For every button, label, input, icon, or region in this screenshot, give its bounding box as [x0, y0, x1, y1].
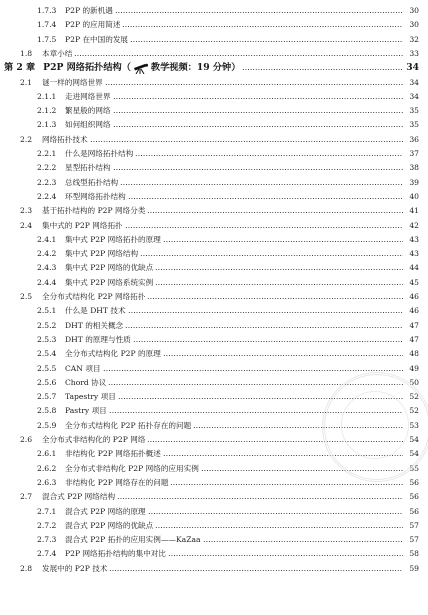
toc-entry-title [57, 190, 126, 204]
toc-entry-page: 50 [409, 377, 419, 387]
toc-entry-number: 2.6.3 [37, 477, 57, 487]
toc-entry-title [57, 276, 153, 290]
toc-entry [0, 47, 428, 61]
toc-entry-number: 2.1.2 [37, 106, 57, 116]
toc-entry-title [36, 76, 103, 90]
toc-entry-title [57, 533, 201, 547]
toc-entry [0, 33, 428, 47]
toc-entry-page: 37 [409, 149, 419, 158]
toc-entry-page: 59 [409, 563, 419, 573]
toc-entry-page: 35 [409, 106, 419, 116]
toc-entry [0, 190, 428, 204]
toc-entry-number: 2.6.2 [37, 463, 57, 473]
toc-entry [0, 290, 428, 304]
chapter-video-text: 教学视频：19 分钟 [150, 62, 232, 74]
toc-entry-title-text: 走进网络世界 [65, 91, 111, 101]
toc-entry-title-text: 全分布式非结构化 P2P 网络的应用实例 [65, 463, 199, 473]
toc-entry-page: 52 [409, 406, 419, 416]
toc-entry-number: 2.7 [20, 492, 33, 502]
toc-entry-title-text: CAN 项目 [65, 363, 101, 373]
toc-entry-number: 2.3 [20, 206, 33, 216]
toc-entry-number: 2.4.3 [37, 263, 57, 273]
toc-entry-number: 2.2.3 [37, 177, 57, 187]
toc-entry-number: 2.5.4 [37, 349, 57, 359]
toc-entry-title [57, 261, 153, 275]
toc-entry-number: 2.5 [20, 292, 33, 301]
toc-entry-title-text: 集中式 P2P 网络的优缺点 [65, 263, 154, 273]
toc-entry-number: 2.5.5 [37, 363, 57, 373]
toc-entry-title [36, 562, 107, 576]
toc-entry [0, 104, 428, 118]
toc-entry-title-text: 如何组织网络 [65, 120, 111, 130]
toc-entry-title-text: 混合式 P2P 网络的优缺点 [65, 520, 154, 530]
toc-entry-page: 38 [409, 163, 419, 173]
telescope-icon [133, 63, 149, 74]
dot-leader [113, 98, 403, 99]
toc-entry-page: 42 [409, 220, 419, 230]
toc-entry-title [36, 47, 72, 61]
toc-entry-page: 58 [409, 549, 419, 559]
dot-leader [90, 141, 403, 142]
toc-entry-page: 56 [409, 477, 419, 487]
toc-entry-title-text: 网络拓扑技术 [42, 134, 88, 144]
toc-entry-page: 36 [409, 134, 419, 144]
dot-leader [135, 155, 403, 156]
toc-entry-number: 2.1 [20, 77, 33, 87]
dot-leader [155, 284, 403, 285]
toc-entry-page: 33 [409, 48, 419, 58]
toc-entry-title [57, 233, 161, 247]
toc-entry-page: 35 [409, 120, 419, 130]
toc-entry-title [57, 147, 133, 161]
toc-entry-page: 47 [409, 320, 419, 330]
toc-entry-number: 2.1.1 [37, 91, 57, 101]
dot-leader [113, 112, 403, 113]
toc-entry-number: 2.4.4 [37, 277, 57, 287]
toc-entry-number: 2.1.3 [37, 120, 57, 130]
toc-entry [0, 333, 428, 347]
toc-entry-title-text: 集中式 P2P 网络系统实例 [65, 277, 154, 287]
toc-entry [0, 147, 428, 161]
dot-leader [242, 69, 403, 70]
toc-entry-number: 2.5.9 [37, 420, 57, 430]
toc-entry-page: 56 [409, 506, 419, 516]
toc-entry-title-text: 全分布式非结构化的 P2P 网络 [42, 435, 146, 444]
toc-entry-title [57, 247, 138, 261]
toc-entry-title-text: 混合式 P2P 网络的原理 [65, 506, 146, 516]
toc-entry-page: 55 [409, 463, 419, 473]
toc-entry [0, 76, 428, 90]
watermark-stamp-inner [341, 391, 409, 459]
toc-entry-title [57, 18, 120, 32]
toc-entry-number: 2.6.1 [37, 449, 57, 459]
dot-leader [147, 212, 403, 213]
toc-entry-title [57, 319, 123, 333]
toc-entry-number: 2.4 [20, 220, 33, 230]
toc-entry [0, 490, 428, 504]
toc-entry-page: 32 [409, 34, 419, 44]
toc-entry-page: 34 [409, 77, 419, 87]
dot-leader [203, 541, 403, 542]
dot-leader [125, 227, 403, 228]
toc-entry [0, 562, 428, 576]
toc-entry-title-text: Tapestry 项目 [65, 392, 116, 402]
toc-entry [0, 133, 428, 147]
toc-entry [0, 547, 428, 561]
toc-entry-title-text: 混合式 P2P 网络结构 [42, 492, 116, 502]
toc-entry-page: 54 [409, 435, 419, 444]
toc-entry [0, 233, 428, 247]
toc-entry-page: 56 [409, 492, 419, 502]
toc-entry [0, 161, 428, 175]
toc-entry-page: 46 [409, 292, 419, 301]
toc-entry-title [57, 462, 199, 476]
toc-entry-title-text: 发展中的 P2P 技术 [42, 563, 108, 573]
dot-leader [155, 527, 403, 528]
toc-entry-page: 30 [409, 20, 419, 30]
toc-entry-number: 2.6 [20, 435, 33, 444]
toc-entry-title-text: 总线型拓扑结构 [65, 177, 119, 187]
toc-entry-title [57, 333, 131, 347]
toc-entry-page: 34 [409, 91, 419, 101]
dot-leader [103, 370, 403, 371]
dot-leader [128, 198, 403, 199]
toc-entry [0, 18, 428, 32]
toc-entry-page: 30 [409, 6, 419, 15]
toc-entry-number: 1.7.3 [37, 6, 57, 15]
toc-entry-page: 45 [409, 277, 419, 287]
toc-entry-title-text: P2P 的新机遇 [65, 6, 113, 15]
toc-entry-title-text: 谜一样的网络世界 [42, 77, 103, 87]
dot-leader [155, 269, 403, 270]
toc-entry [0, 219, 428, 233]
toc-entry-page: 52 [409, 392, 419, 402]
toc-entry-number: 1.7.5 [37, 34, 57, 44]
dot-leader [140, 255, 403, 256]
dot-leader [133, 341, 403, 342]
toc-entry-title [57, 347, 161, 361]
dot-leader [168, 555, 403, 556]
toc-entry-title-text: 集中式的 P2P 网络拓扑 [42, 220, 123, 230]
toc-entry-title-text: 全分布式结构化 P2P 网络拓扑 [42, 292, 146, 301]
toc-entry-title-text: 本章小结 [42, 48, 73, 58]
dot-leader [163, 355, 403, 356]
dot-leader [115, 12, 403, 13]
dot-leader [148, 513, 403, 514]
dot-leader [109, 570, 403, 571]
toc-entry-title [36, 290, 145, 304]
toc-entry-title-text: 集中式 P2P 网络拓扑的原理 [65, 234, 161, 244]
toc-entry-page: 34 [406, 62, 419, 74]
dot-leader [113, 126, 403, 127]
dot-leader [163, 241, 403, 242]
toc-entry-title [57, 4, 113, 18]
toc-entry-page: 41 [409, 206, 419, 216]
toc-entry-title-text: P2P 网络拓扑结构的集中对比 [65, 549, 166, 559]
toc-entry-number: 2.5.6 [37, 377, 57, 387]
dot-leader [120, 184, 403, 185]
toc-entry-number: 2.5.1 [37, 306, 57, 316]
toc-entry-page: 39 [409, 177, 419, 187]
toc-entry-number: 2.8 [20, 563, 33, 573]
dot-leader [122, 26, 403, 27]
toc-entry-title-text: 集中式 P2P 网络结构 [65, 249, 139, 259]
toc-entry-title [57, 476, 168, 490]
toc-entry-title-text: 全分布式结构化 P2P 的原理 [65, 349, 161, 359]
toc-entry [0, 261, 428, 275]
toc-entry-title [57, 519, 153, 533]
toc-entry-title-text: 基于拓扑结构的 P2P 网络分类 [42, 206, 146, 216]
dot-leader [105, 84, 403, 85]
dot-leader [113, 169, 403, 170]
toc-entry-page: 54 [409, 449, 419, 459]
toc-entry-number: 2.5.2 [37, 320, 57, 330]
toc-entry-number: 2.7.4 [37, 549, 57, 559]
dot-leader [117, 498, 403, 499]
toc-entry-page: 43 [409, 249, 419, 259]
toc-entry-title [57, 104, 111, 118]
toc-entry-title-text: DHT 的相关概念 [65, 320, 124, 330]
toc-entry-title-text: 非结构化 P2P 网络拓扑概述 [65, 449, 161, 459]
toc-entry-title [57, 447, 161, 461]
toc-entry [0, 176, 428, 190]
toc-entry-title [57, 547, 166, 561]
dot-leader [130, 41, 403, 42]
toc-entry-title [57, 505, 146, 519]
toc-entry-number: 2.5.8 [37, 406, 57, 416]
toc-entry-title [35, 61, 240, 75]
toc-entry-title-text: 繁星般的网络 [65, 106, 111, 116]
toc-entry-page: 49 [409, 363, 419, 373]
toc-entry-title [57, 419, 191, 433]
toc-entry-number: 2.4.2 [37, 249, 57, 259]
toc-entry-title [57, 304, 126, 318]
toc-entry-page: 48 [409, 349, 419, 359]
toc-entry-title [36, 490, 115, 504]
toc-entry-page: 53 [409, 420, 419, 430]
toc-entry-title-text: Pastry 项目 [65, 406, 107, 416]
toc-entry-number: 2.4.1 [37, 234, 57, 244]
toc-entry-page: 46 [409, 306, 419, 316]
toc-entry-title-text: 混合式 P2P 拓扑的应用实例——KaZaa [65, 535, 201, 545]
toc-entry [0, 118, 428, 132]
toc-entry [0, 61, 428, 75]
chapter-video-note: （ 教学视频：19 分钟 ） [121, 62, 241, 74]
toc-entry-number: 1.8 [20, 48, 33, 58]
toc-entry [0, 4, 428, 18]
toc-entry-title-text: 非结构化 P2P 网络存在的问题 [65, 477, 169, 487]
toc-entry-number: 2.2.2 [37, 163, 57, 173]
toc-entry-title [57, 362, 101, 376]
dot-leader [147, 298, 403, 299]
toc-entry [0, 247, 428, 261]
toc-entry [0, 519, 428, 533]
watermark-stamp [322, 372, 428, 482]
toc-entry-title [57, 376, 106, 390]
toc-entry-title-text: DHT 的原理与性质 [65, 334, 131, 344]
toc-entry-number: 2.2 [20, 134, 33, 144]
toc-entry-title-text: P2P 网络拓扑结构 [43, 62, 122, 74]
toc-entry-page: 47 [409, 334, 419, 344]
toc-entry-title [57, 90, 111, 104]
toc-entry [0, 505, 428, 519]
toc-entry [0, 204, 428, 218]
toc-entry-title [57, 33, 128, 47]
toc-entry-title-text: 什么是 DHT 技术 [65, 306, 126, 316]
toc-entry-title [36, 204, 145, 218]
toc-entry-number: 第 2 章 [4, 62, 36, 74]
toc-entry [0, 319, 428, 333]
toc-entry-title-text: 什么是网络拓扑结构 [65, 149, 134, 158]
toc-entry-title-text: P2P 的应用简述 [65, 20, 121, 30]
toc-entry-number: 1.7.4 [37, 20, 57, 30]
toc-entry [0, 347, 428, 361]
dot-leader [170, 484, 403, 485]
toc-entry-title [36, 219, 123, 233]
toc-entry-number: 2.2.1 [37, 149, 57, 158]
toc-entry-page: 44 [409, 263, 419, 273]
toc-entry-title-text: Chord 协议 [65, 377, 107, 387]
toc-entry-title [36, 433, 145, 447]
dot-leader [74, 55, 403, 56]
toc-entry-title-text: 全分布式结构化 P2P 拓扑存在的问题 [65, 420, 192, 430]
toc-entry-title [57, 176, 118, 190]
toc-entry-page: 57 [409, 520, 419, 530]
toc-entry-number: 2.5.3 [37, 334, 57, 344]
toc-entry [0, 304, 428, 318]
toc-entry-number: 2.7.3 [37, 535, 57, 545]
toc-entry [0, 533, 428, 547]
toc-entry-number: 2.2.4 [37, 191, 57, 201]
toc-entry-title [57, 404, 107, 418]
dot-leader [125, 327, 403, 328]
toc-entry-number: 2.7.2 [37, 520, 57, 530]
dot-leader [128, 312, 403, 313]
toc-entry-title [36, 133, 88, 147]
toc-entry-title [57, 161, 111, 175]
toc-entry-number: 2.5.7 [37, 392, 57, 402]
toc-entry-number: 2.7.1 [37, 506, 57, 516]
toc-entry-page: 43 [409, 234, 419, 244]
toc-entry-page: 57 [409, 535, 419, 545]
toc-entry [0, 90, 428, 104]
toc-entry-title-text: 星型拓扑结构 [65, 163, 111, 173]
toc-entry-title-text: P2P 在中国的发展 [65, 34, 129, 44]
toc-entry-title [57, 390, 116, 404]
toc-entry-title-text: 环型网络拓扑结构 [65, 191, 126, 201]
toc-entry-title [57, 118, 111, 132]
toc-entry-page: 40 [409, 191, 419, 201]
toc-entry [0, 276, 428, 290]
